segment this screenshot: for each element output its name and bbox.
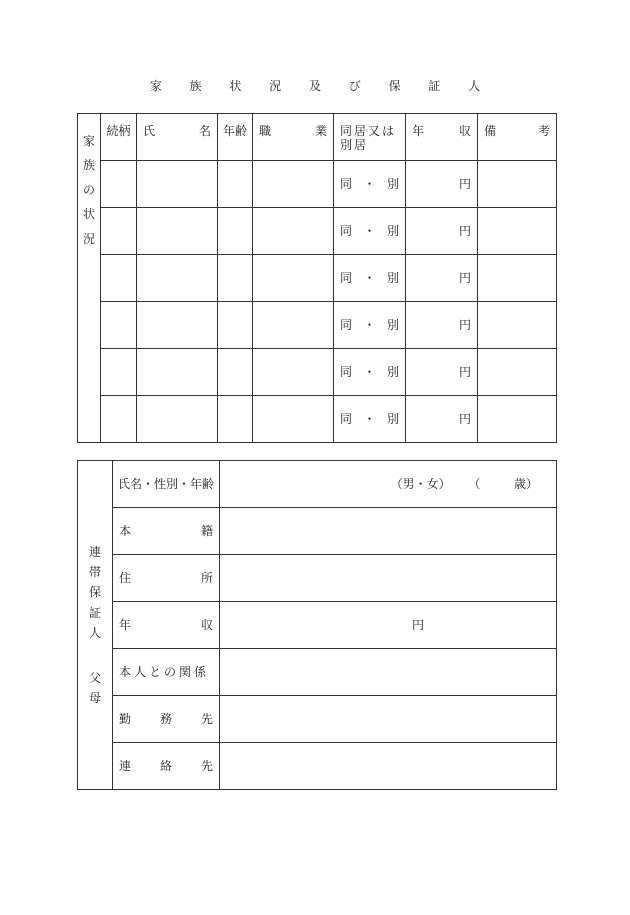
name-cell[interactable]	[137, 396, 218, 443]
relation-cell[interactable]	[101, 255, 137, 302]
cohabit-cell[interactable]: 同 ・ 別	[334, 161, 406, 208]
work-field[interactable]	[220, 696, 557, 743]
cohabit-cell[interactable]: 同 ・ 別	[334, 255, 406, 302]
note-cell[interactable]	[478, 255, 557, 302]
name-sex-age-field[interactable]: （男・女） （ 歳）	[220, 461, 557, 508]
header-job: 職 業	[253, 114, 334, 161]
note-cell[interactable]	[478, 349, 557, 396]
family-row	[78, 302, 557, 349]
age-cell[interactable]	[218, 255, 253, 302]
header-cohabit: 同居又は別居	[334, 114, 406, 161]
header-income: 年 収	[406, 114, 478, 161]
header-relation: 続柄	[101, 114, 137, 161]
family-row	[78, 255, 557, 302]
label-relation: 本人との関係	[113, 649, 220, 696]
name-cell[interactable]	[137, 208, 218, 255]
cohabit-cell[interactable]: 同 ・ 別	[334, 349, 406, 396]
age-cell[interactable]	[218, 302, 253, 349]
job-cell[interactable]	[253, 208, 334, 255]
age-cell[interactable]	[218, 208, 253, 255]
job-cell[interactable]	[253, 302, 334, 349]
relation-cell[interactable]	[101, 302, 137, 349]
header-name: 氏 名	[137, 114, 218, 161]
relation-cell[interactable]	[101, 349, 137, 396]
age-cell[interactable]	[218, 161, 253, 208]
job-cell[interactable]	[253, 349, 334, 396]
label-contact: 連 絡 先	[113, 743, 220, 790]
honseki-field[interactable]	[220, 508, 557, 555]
name-cell[interactable]	[137, 161, 218, 208]
header-note: 備 考	[478, 114, 557, 161]
note-cell[interactable]	[478, 161, 557, 208]
cohabit-cell[interactable]: 同 ・ 別	[334, 302, 406, 349]
label-name-sex-age: 氏名・性別・年齢	[113, 461, 220, 508]
income-cell[interactable]: 円	[406, 302, 478, 349]
label-income: 年 収	[113, 602, 220, 649]
income-cell[interactable]: 円	[406, 208, 478, 255]
income-cell[interactable]: 円	[406, 349, 478, 396]
relation-cell[interactable]	[101, 396, 137, 443]
age-cell[interactable]	[218, 349, 253, 396]
cohabit-cell[interactable]: 同 ・ 別	[334, 208, 406, 255]
label-honseki: 本 籍	[113, 508, 220, 555]
label-work: 勤 務 先	[113, 696, 220, 743]
family-row	[78, 396, 557, 443]
note-cell[interactable]	[478, 396, 557, 443]
income-cell[interactable]: 円	[406, 396, 478, 443]
income-cell[interactable]: 円	[406, 161, 478, 208]
name-cell[interactable]	[137, 302, 218, 349]
note-cell[interactable]	[478, 208, 557, 255]
address-field[interactable]	[220, 555, 557, 602]
job-cell[interactable]	[253, 161, 334, 208]
relation-field[interactable]	[220, 649, 557, 696]
job-cell[interactable]	[253, 396, 334, 443]
income-field[interactable]: 円	[220, 602, 557, 649]
family-row	[78, 161, 557, 208]
family-row	[78, 349, 557, 396]
guarantor-side-label: 連 帯 保 証 人 父 母	[78, 461, 113, 790]
relation-cell[interactable]	[101, 161, 137, 208]
job-cell[interactable]	[253, 255, 334, 302]
page-title: 家 族 状 況 及 び 保 証 人	[149, 79, 493, 93]
note-cell[interactable]	[478, 302, 557, 349]
contact-field[interactable]	[220, 743, 557, 790]
header-age: 年齢	[218, 114, 253, 161]
family-row	[78, 208, 557, 255]
guarantor-table	[77, 460, 557, 790]
name-cell[interactable]	[137, 349, 218, 396]
cohabit-cell[interactable]: 同 ・ 別	[334, 396, 406, 443]
family-status-table	[77, 113, 557, 443]
income-cell[interactable]: 円	[406, 255, 478, 302]
relation-cell[interactable]	[101, 208, 137, 255]
name-cell[interactable]	[137, 255, 218, 302]
age-cell[interactable]	[218, 396, 253, 443]
family-side-label: 家 族 の 状 況	[78, 114, 101, 443]
label-address: 住 所	[113, 555, 220, 602]
